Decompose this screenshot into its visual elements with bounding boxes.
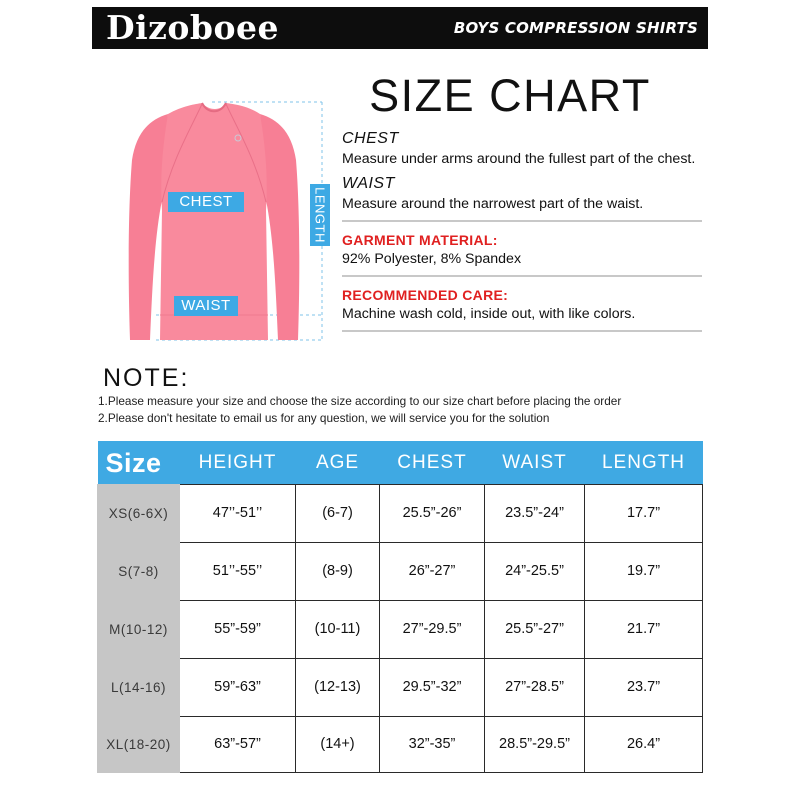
material-info [342, 232, 702, 277]
waist-measure-tag: WAIST [174, 296, 238, 316]
length-cell: 26.4” [585, 716, 703, 772]
age-cell: (8-9) [296, 542, 380, 600]
chest-cell: 29.5”-32” [380, 658, 485, 716]
note-title: NOTE: [103, 364, 190, 392]
material-text: 92% Polyester, 8% Spandex [342, 251, 522, 267]
size-cell: XL(18-20) [98, 716, 180, 772]
note-line-2: 2.Please don't hesitate to email us for any question, we will service you for the solution [98, 411, 550, 425]
chest-info [342, 130, 702, 169]
table-row [98, 484, 703, 542]
waist-cell: 27”-28.5” [485, 658, 585, 716]
header-bar [92, 7, 708, 49]
waist-heading: WAIST [342, 175, 395, 192]
chest-measure-tag: CHEST [168, 192, 244, 212]
table-row [98, 716, 703, 772]
column-header-length: LENGTH [585, 441, 703, 484]
material-heading: GARMENT MATERIAL: [342, 232, 498, 248]
length-cell: 19.7” [585, 542, 703, 600]
age-cell: (14+) [296, 716, 380, 772]
length-cell: 17.7” [585, 484, 703, 542]
length-measure-tag [310, 184, 330, 246]
column-header-age: AGE [296, 441, 380, 484]
brand-logo: Dizoboee [106, 8, 279, 47]
length-cell: 23.7” [585, 658, 703, 716]
height-cell: 55”-59” [180, 600, 296, 658]
size-cell: L(14-16) [98, 658, 180, 716]
column-header-size: Size [98, 441, 180, 484]
table-row [98, 658, 703, 716]
waist-text: Measure around the narrowest part of the waist. [342, 196, 644, 212]
column-header-chest: CHEST [380, 441, 485, 484]
chest-cell: 32”-35” [380, 716, 485, 772]
table-header-row [98, 441, 703, 484]
table-row [98, 600, 703, 658]
length-measure-label: LENGTH [312, 187, 328, 243]
length-cell: 21.7” [585, 600, 703, 658]
divider [342, 275, 702, 277]
age-cell: (10-11) [296, 600, 380, 658]
height-cell: 47’’-51’’ [180, 484, 296, 542]
divider [342, 220, 702, 222]
age-cell: (12-13) [296, 658, 380, 716]
waist-info [342, 175, 702, 222]
size-cell: XS(6-6X) [98, 484, 180, 542]
measurement-info [342, 130, 702, 336]
care-heading: RECOMMENDED CARE: [342, 287, 509, 303]
height-cell: 51’’-55’’ [180, 542, 296, 600]
page-title: SIZE CHART [369, 70, 651, 121]
waist-cell: 25.5”-27” [485, 600, 585, 658]
chest-cell: 27”-29.5” [380, 600, 485, 658]
size-chart-table [97, 441, 703, 773]
waist-cell: 24”-25.5” [485, 542, 585, 600]
note-line-1: 1.Please measure your size and choose the size according to our size chart before placing the order [98, 394, 622, 408]
chest-heading: CHEST [342, 130, 399, 147]
size-cell: M(10-12) [98, 600, 180, 658]
chest-cell: 25.5”-26” [380, 484, 485, 542]
size-cell: S(7-8) [98, 542, 180, 600]
height-cell: 63”-57” [180, 716, 296, 772]
waist-cell: 23.5”-24” [485, 484, 585, 542]
height-cell: 59”-63” [180, 658, 296, 716]
care-info [342, 287, 702, 332]
product-tagline: BOYS COMPRESSION SHIRTS [453, 19, 698, 37]
column-header-waist: WAIST [485, 441, 585, 484]
shirt-illustration [110, 90, 340, 355]
chest-text: Measure under arms around the fullest part of the chest. [342, 151, 696, 167]
age-cell: (6-7) [296, 484, 380, 542]
care-text: Machine wash cold, inside out, with like colors. [342, 306, 636, 322]
chest-cell: 26”-27” [380, 542, 485, 600]
divider [342, 330, 702, 332]
table-row [98, 542, 703, 600]
waist-cell: 28.5”-29.5” [485, 716, 585, 772]
column-header-height: HEIGHT [180, 441, 296, 484]
